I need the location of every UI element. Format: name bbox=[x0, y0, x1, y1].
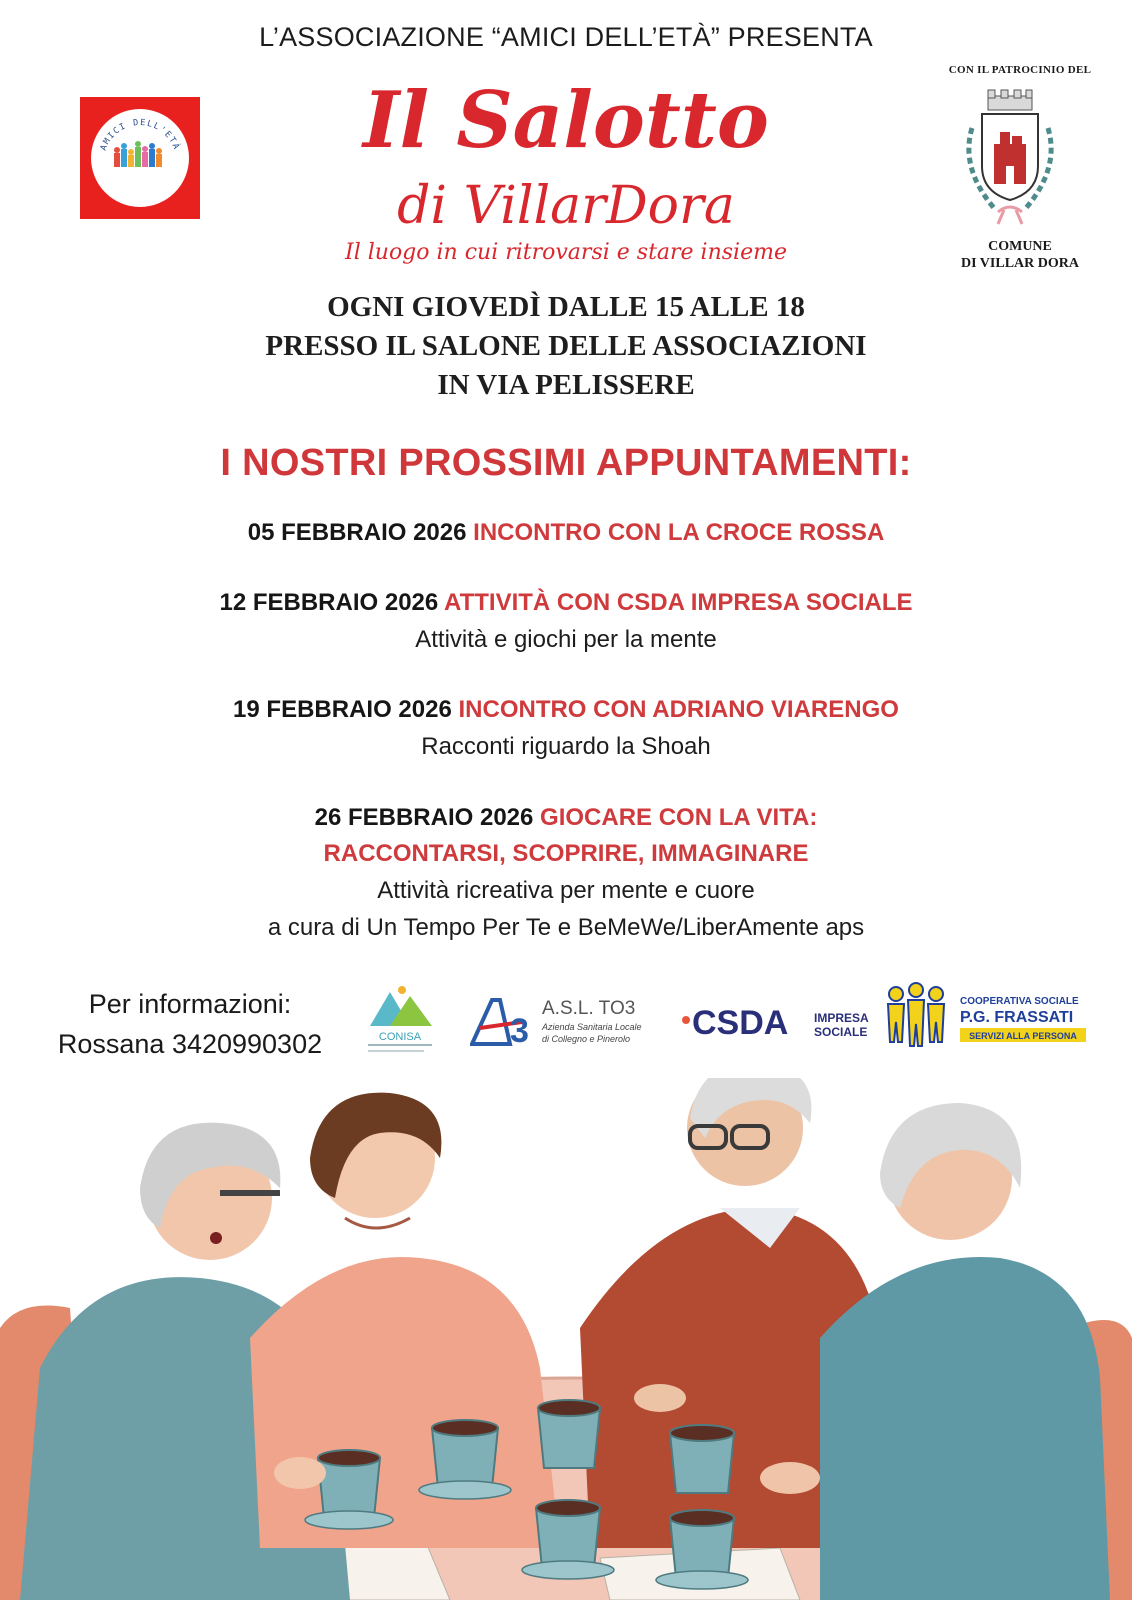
frassati-line-1: COOPERATIVA SOCIALE bbox=[960, 996, 1079, 1007]
event-date: 12 FEBBRAIO 2026 bbox=[219, 589, 439, 616]
asl-line-2: di Collegno e Pinerolo bbox=[542, 1034, 631, 1044]
frassati-line-3: SERVIZI ALLA PERSONA bbox=[969, 1031, 1077, 1041]
conisa-logo bbox=[362, 982, 442, 1062]
csda-logo bbox=[680, 998, 880, 1048]
title-di-villardora: di VillarDora bbox=[397, 176, 735, 236]
comune-crest-icon bbox=[950, 88, 1070, 233]
schedule-line-2: PRESSO IL SALONE DELLE ASSOCIAZIONI bbox=[265, 330, 867, 362]
patronage-label: CON IL PATROCINIO DEL bbox=[948, 64, 1092, 76]
schedule-line-1: OGNI GIOVEDÌ DALLE 15 ALLE 18 bbox=[327, 291, 805, 323]
event-title: INCONTRO CON ADRIANO VIARENGO bbox=[458, 696, 899, 723]
tagline: Il luogo in cui ritrovarsi e stare insieme bbox=[345, 240, 787, 265]
comune-label bbox=[930, 238, 1110, 272]
event-item bbox=[0, 692, 1132, 765]
contact-person-phone: Rossana 3420990302 bbox=[57, 1029, 323, 1059]
frassati-logo bbox=[884, 982, 1092, 1062]
event-title: INCONTRO CON LA CROCE ROSSA bbox=[473, 519, 885, 546]
presenter-line: L’ASSOCIAZIONE “AMICI DELL’ETÀ” PRESENTA bbox=[259, 22, 873, 52]
csda-text: CSDA bbox=[692, 1004, 789, 1042]
event-description: Attività e giochi per la mente bbox=[415, 626, 717, 653]
title-il-salotto: Il Salotto bbox=[363, 75, 769, 166]
conisa-text: CONISA bbox=[378, 1031, 422, 1043]
event-title: GIOCARE CON LA VITA: bbox=[540, 804, 818, 831]
event-title: ATTIVITÀ CON CSDA IMPRESA SOCIALE bbox=[444, 589, 913, 616]
csda-sub-2: SOCIALE bbox=[814, 1025, 868, 1039]
event-date: 26 FEBBRAIO 2026 bbox=[314, 804, 534, 831]
svg-text:3: 3 bbox=[510, 1012, 529, 1050]
asl-name: A.S.L. TO3 bbox=[542, 998, 636, 1019]
asl-line-1: Azienda Sanitaria Locale bbox=[542, 1022, 642, 1032]
appointments-heading: I NOSTRI PROSSIMI APPUNTAMENTI: bbox=[220, 442, 912, 484]
event-date: 05 FEBBRAIO 2026 bbox=[247, 519, 467, 546]
comune-line-1: COMUNE bbox=[988, 239, 1052, 254]
schedule-line-3: IN VIA PELISSERE bbox=[437, 369, 695, 401]
event-date: 19 FEBBRAIO 2026 bbox=[233, 696, 452, 723]
contact-label: Per informazioni: bbox=[88, 989, 292, 1019]
asl-to3-logo bbox=[470, 992, 670, 1052]
event-description: Racconti riguardo la Shoah bbox=[421, 733, 711, 760]
amici-logo-text: AMICI DELL'ETÀ bbox=[98, 117, 182, 153]
event-item bbox=[0, 515, 1132, 551]
event-item bbox=[0, 800, 1132, 946]
event-item bbox=[0, 585, 1132, 658]
seniors-coffee-illustration bbox=[0, 1078, 1132, 1600]
contact-info bbox=[40, 984, 340, 1064]
event-organizers: a cura di Un Tempo Per Te e BeMeWe/LiberAmente aps bbox=[267, 914, 865, 941]
csda-sub-1: IMPRESA bbox=[814, 1011, 869, 1025]
event-description: Attività ricreativa per mente e cuore bbox=[377, 877, 755, 904]
frassati-line-2: P.G. FRASSATI bbox=[960, 1009, 1074, 1026]
comune-line-2: DI VILLAR DORA bbox=[961, 256, 1079, 271]
event-title-continued: RACCONTARSI, SCOPRIRE, IMMAGINARE bbox=[323, 840, 809, 867]
schedule-block bbox=[0, 288, 1132, 405]
